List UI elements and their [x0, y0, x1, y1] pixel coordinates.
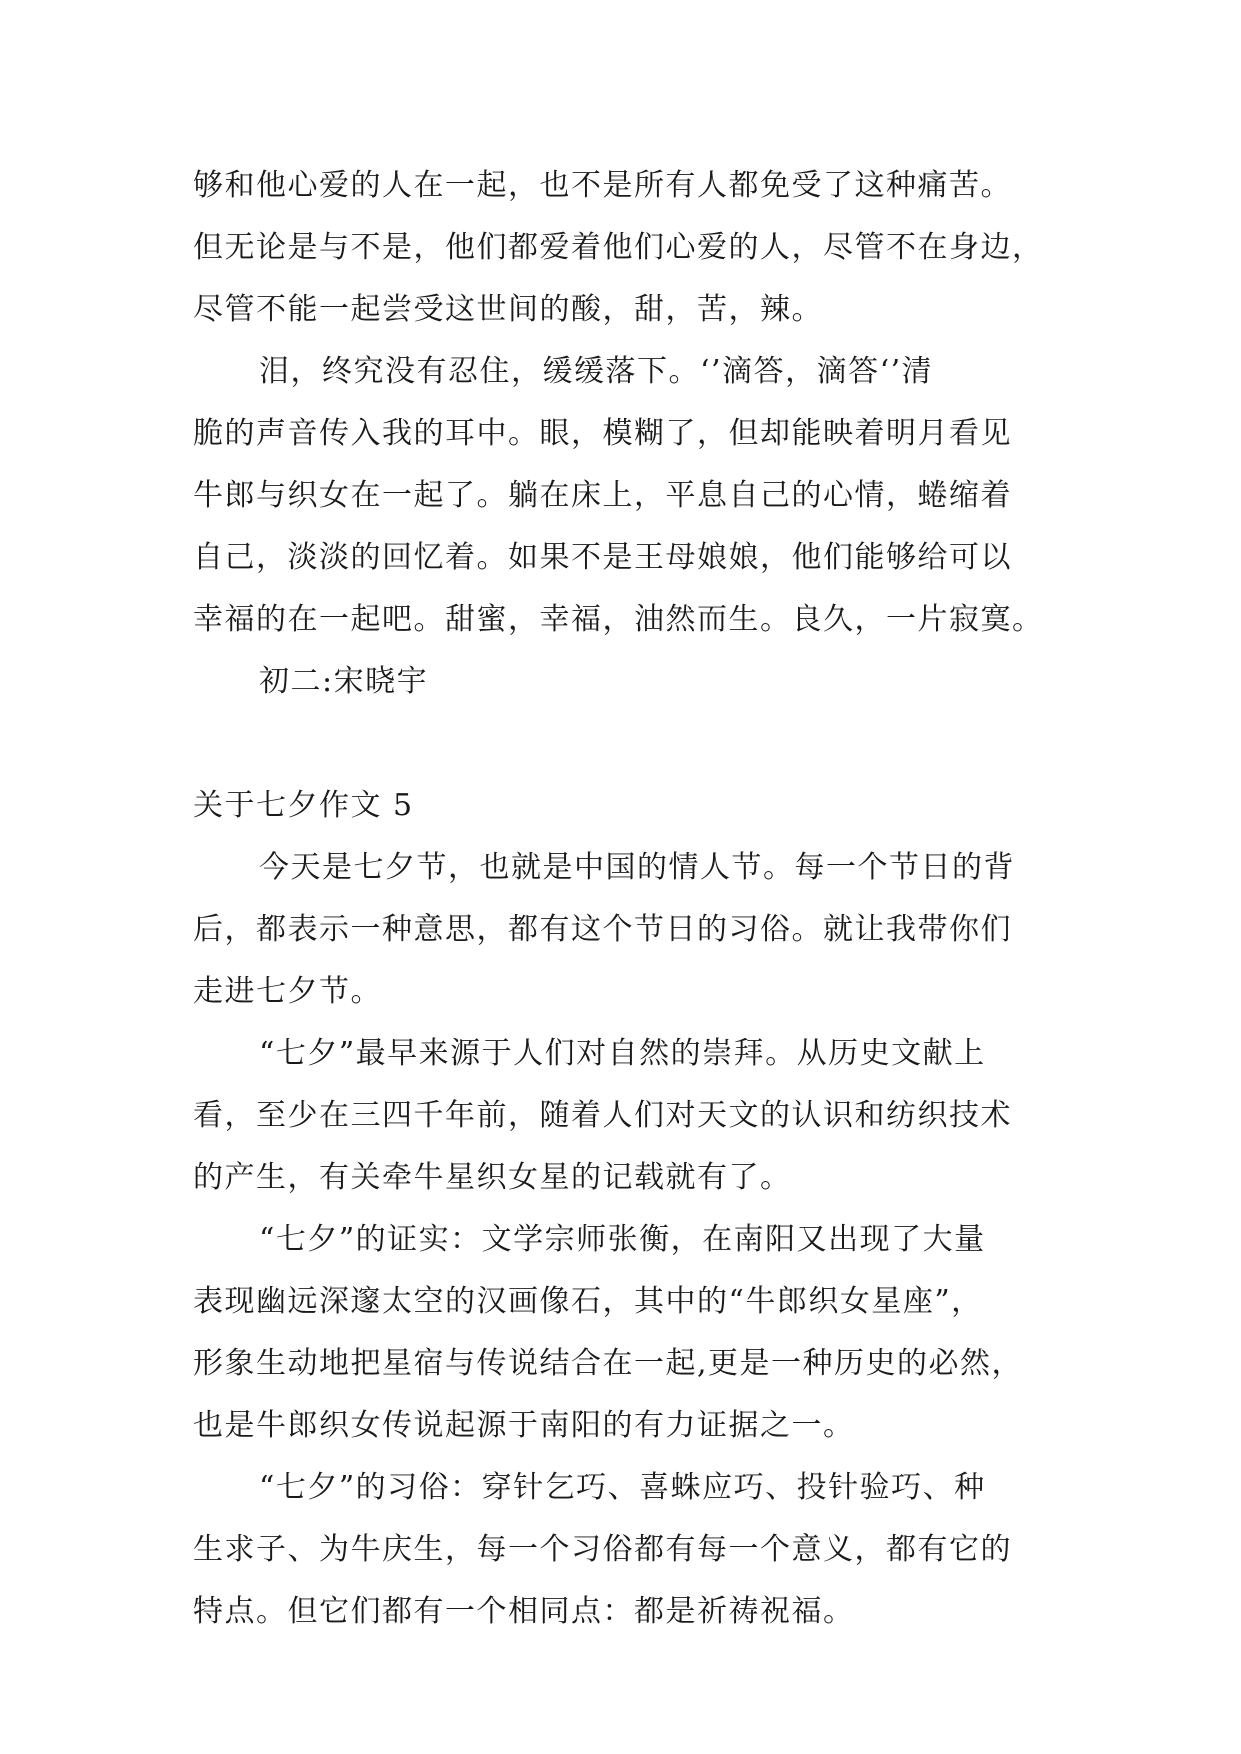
document-page — [193, 155, 1063, 1643]
text-line-16: 看，至少在三四千年前，随着人们对天文的认识和纺织技术 — [193, 1098, 1012, 1133]
text-line-6: 牛郎与织女在一起了。躺在床上，平息自己的心情，蜷缩着 — [193, 478, 1012, 513]
text-line-8: 幸福的在一起吧。甜蜜，幸福，油然而生。良久，一片寂寞。 — [193, 602, 1044, 637]
paragraph-start-line: “七夕”的习俗：穿针乞巧、喜蛛应巧、投针验巧、种 — [259, 1470, 986, 1505]
blank-line — [193, 713, 1063, 775]
paragraph-start-line: 今天是七夕节，也就是中国的情人节。每一个节日的背 — [259, 850, 1015, 885]
text-line-19: 表现幽远深邃太空的汉画像石，其中的“牛郎织女星座”， — [193, 1284, 983, 1319]
section-heading: 关于七夕作文 5 — [193, 788, 414, 823]
text-line-21: 也是牛郎织女传说起源于南阳的有力证据之一。 — [193, 1408, 855, 1443]
text-line-2: 但无论是与不是，他们都爱着他们心爱的人，尽管不在身边， — [193, 230, 1044, 265]
text-line-17: 的产生，有关牵牛星织女星的记载就有了。 — [193, 1160, 792, 1195]
text-line-1: 够和他心爱的人在一起，也不是所有人都免受了这种痛苦。 — [193, 168, 1012, 203]
paragraph-start-line: 泪，终究没有忍住，缓缓落下。‘’滴答，滴答‘’清 — [259, 354, 934, 389]
text-line-14: 走进七夕节。 — [193, 974, 382, 1009]
text-line-20: 形象生动地把星宿与传说结合在一起,更是一种历史的必然， — [193, 1346, 1024, 1381]
text-line-5: 脆的声音传入我的耳中。眼，模糊了，但却能映着明月看见 — [193, 416, 1012, 451]
paragraph-start-line: “七夕”最早来源于人们对自然的崇拜。从历史文献上 — [259, 1036, 986, 1071]
text-line-23: 生求子、为牛庆生，每一个习俗都有每一个意义，都有它的 — [193, 1532, 1012, 1567]
text-line-7: 自己，淡淡的回忆着。如果不是王母娘娘，他们能够给可以 — [193, 540, 1012, 575]
author-signature: 初二:宋晓宇 — [259, 664, 429, 699]
text-line-3: 尽管不能一起尝受这世间的酸，甜，苦，辣。 — [193, 292, 823, 327]
paragraph-start-line: “七夕”的证实：文学宗师张衡，在南阳又出现了大量 — [259, 1222, 986, 1257]
text-line-13: 后，都表示一种意思，都有这个节日的习俗。就让我带你们 — [193, 912, 1012, 947]
text-line-24: 特点。但它们都有一个相同点：都是祈祷祝福。 — [193, 1594, 855, 1629]
